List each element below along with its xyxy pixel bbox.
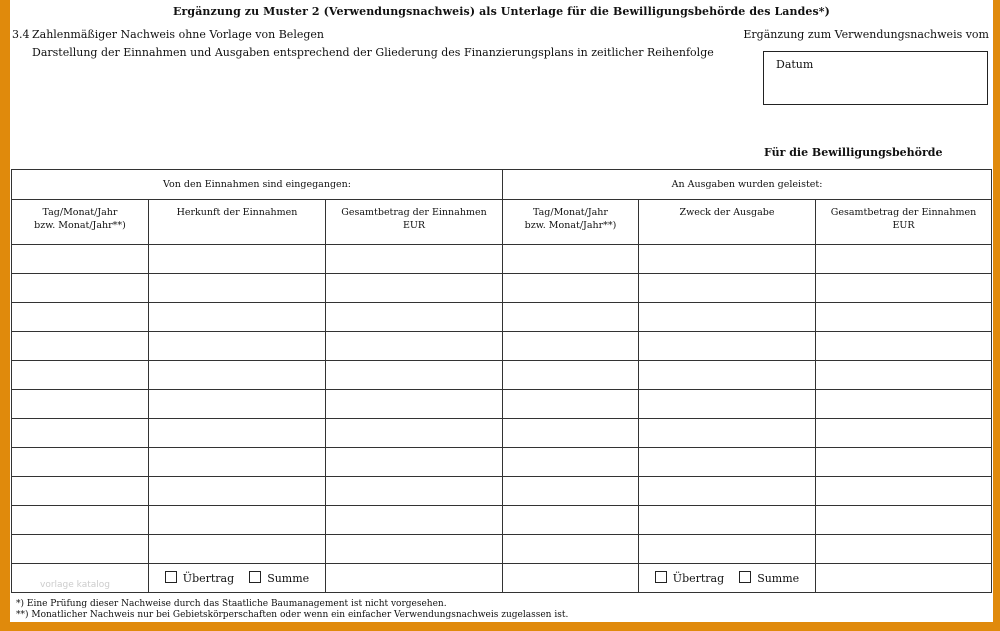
section-description: Darstellung der Einnahmen und Ausgaben entsprechend der Gliederung des Finanzierungsplans in zeitlicher Reihenfolge — [32, 46, 714, 59]
entry-cell[interactable] — [326, 448, 503, 477]
income-carry-sum-cell — [149, 564, 326, 593]
table-row — [12, 535, 992, 564]
column-header-expense-purpose: Zweck der Ausgabe — [639, 200, 816, 245]
section-number: 3.4 — [12, 28, 30, 41]
income-carry-checkbox[interactable] — [165, 571, 177, 583]
entry-cell[interactable] — [12, 245, 149, 274]
table-row — [12, 245, 992, 274]
expense-sum-option[interactable] — [739, 571, 799, 585]
watermark: vorlage katalog — [40, 580, 110, 590]
table-row — [12, 274, 992, 303]
entry-cell[interactable] — [12, 332, 149, 361]
entry-cell[interactable] — [12, 535, 149, 564]
column-header-expense-date: Tag/Monat/Jahr bzw. Monat/Jahr**) — [503, 200, 639, 245]
entry-cell[interactable] — [503, 448, 639, 477]
table-row — [12, 419, 992, 448]
entry-cell[interactable] — [326, 274, 503, 303]
entry-cell[interactable] — [503, 390, 639, 419]
entry-cell[interactable] — [639, 419, 816, 448]
entry-cell[interactable] — [816, 245, 992, 274]
entry-cell[interactable] — [326, 535, 503, 564]
entry-cell[interactable] — [503, 506, 639, 535]
entry-cell[interactable] — [12, 303, 149, 332]
entry-cell[interactable] — [816, 535, 992, 564]
expense-total-foot-cell[interactable] — [816, 564, 992, 593]
entry-cell[interactable] — [12, 274, 149, 303]
entry-cell[interactable] — [12, 390, 149, 419]
section-title: Zahlenmäßiger Nachweis ohne Vorlage von Belegen — [32, 28, 324, 41]
entry-cell[interactable] — [149, 419, 326, 448]
entry-cell[interactable] — [816, 303, 992, 332]
entry-cell[interactable] — [816, 448, 992, 477]
income-sum-option[interactable] — [249, 571, 309, 585]
entry-cell[interactable] — [639, 245, 816, 274]
entry-cell[interactable] — [149, 332, 326, 361]
entry-cell[interactable] — [12, 419, 149, 448]
authority-label: Für die Bewilligungsbehörde — [764, 146, 943, 159]
entry-cell[interactable] — [149, 361, 326, 390]
footnote-1: *) Eine Prüfung dieser Nachweise durch das Staatliche Baumanagement ist nicht vorgesehen. — [16, 599, 447, 609]
table-row — [12, 332, 992, 361]
date-label: Datum — [776, 58, 814, 71]
table-row — [12, 361, 992, 390]
column-header-income-date: Tag/Monat/Jahr bzw. Monat/Jahr**) — [12, 200, 149, 245]
entry-cell[interactable] — [503, 535, 639, 564]
entry-cell[interactable] — [503, 332, 639, 361]
entry-cell[interactable] — [816, 361, 992, 390]
table-row — [12, 506, 992, 535]
income-group-header: Von den Einnahmen sind eingegangen: — [12, 170, 503, 200]
entry-cell[interactable] — [149, 535, 326, 564]
entry-cell[interactable] — [149, 477, 326, 506]
expense-carry-label: Übertrag — [672, 572, 725, 585]
entry-cell[interactable] — [639, 390, 816, 419]
entry-cell[interactable] — [149, 274, 326, 303]
entry-cell[interactable] — [816, 506, 992, 535]
table-row — [12, 477, 992, 506]
table-row — [12, 303, 992, 332]
ledger-table — [11, 169, 992, 593]
entry-cell[interactable] — [503, 419, 639, 448]
entry-cell[interactable] — [326, 245, 503, 274]
entry-cell[interactable] — [639, 448, 816, 477]
entry-cell[interactable] — [503, 274, 639, 303]
entry-cell[interactable] — [326, 390, 503, 419]
column-header-income-source: Herkunft der Einnahmen — [149, 200, 326, 245]
table-row — [12, 390, 992, 419]
foot-cell — [503, 564, 639, 593]
entry-cell[interactable] — [149, 448, 326, 477]
date-field[interactable] — [763, 51, 988, 105]
entry-cell[interactable] — [12, 506, 149, 535]
column-header-income-total: Gesamtbetrag der Einnahmen EUR — [326, 200, 503, 245]
entry-cell[interactable] — [639, 274, 816, 303]
entry-cell[interactable] — [326, 332, 503, 361]
entry-cell[interactable] — [149, 390, 326, 419]
entry-cell[interactable] — [12, 361, 149, 390]
entry-cell[interactable] — [326, 361, 503, 390]
entry-cell[interactable] — [639, 303, 816, 332]
supplement-label: Ergänzung zum Verwendungsnachweis vom — [743, 28, 989, 41]
entry-cell[interactable] — [12, 448, 149, 477]
entry-cell[interactable] — [639, 332, 816, 361]
income-carry-label: Übertrag — [182, 572, 235, 585]
entry-cell[interactable] — [503, 303, 639, 332]
entry-cell[interactable] — [149, 245, 326, 274]
entry-cell[interactable] — [326, 506, 503, 535]
entry-cell[interactable] — [639, 477, 816, 506]
expense-carry-option[interactable] — [655, 571, 724, 585]
form-page — [10, 0, 993, 622]
expense-sum-checkbox[interactable] — [739, 571, 751, 583]
entry-cell[interactable] — [816, 419, 992, 448]
entry-cell[interactable] — [12, 477, 149, 506]
footnote-2: **) Monatlicher Nachweis nur bei Gebietskörperschaften oder wenn ein einfacher Verwendungsnachweis zugelassen ist. — [16, 610, 569, 620]
entry-cell[interactable] — [639, 361, 816, 390]
form-title: Ergänzung zu Muster 2 (Verwendungsnachweis) als Unterlage für die Bewilligungsbehörde des Landes*) — [173, 5, 830, 18]
entry-cell[interactable] — [503, 245, 639, 274]
income-sum-checkbox[interactable] — [249, 571, 261, 583]
income-total-foot-cell[interactable] — [326, 564, 503, 593]
entry-cell[interactable] — [816, 390, 992, 419]
ledger-rows — [12, 245, 992, 564]
entry-cell[interactable] — [326, 477, 503, 506]
entry-cell[interactable] — [816, 477, 992, 506]
table-row — [12, 448, 992, 477]
footnotes — [16, 599, 568, 621]
expense-sum-label: Summe — [757, 572, 800, 585]
column-header-expense-total: Gesamtbetrag der Einnahmen EUR — [816, 200, 992, 245]
income-carry-option[interactable] — [165, 571, 234, 585]
expense-carry-checkbox[interactable] — [655, 571, 667, 583]
expense-group-header: An Ausgaben wurden geleistet: — [503, 170, 992, 200]
entry-cell[interactable] — [639, 535, 816, 564]
entry-cell[interactable] — [326, 419, 503, 448]
entry-cell[interactable] — [503, 477, 639, 506]
entry-cell[interactable] — [503, 361, 639, 390]
income-sum-label: Summe — [267, 572, 310, 585]
entry-cell[interactable] — [326, 303, 503, 332]
entry-cell[interactable] — [149, 303, 326, 332]
entry-cell[interactable] — [816, 332, 992, 361]
expense-carry-sum-cell — [639, 564, 816, 593]
entry-cell[interactable] — [639, 506, 816, 535]
entry-cell[interactable] — [816, 274, 992, 303]
entry-cell[interactable] — [149, 506, 326, 535]
